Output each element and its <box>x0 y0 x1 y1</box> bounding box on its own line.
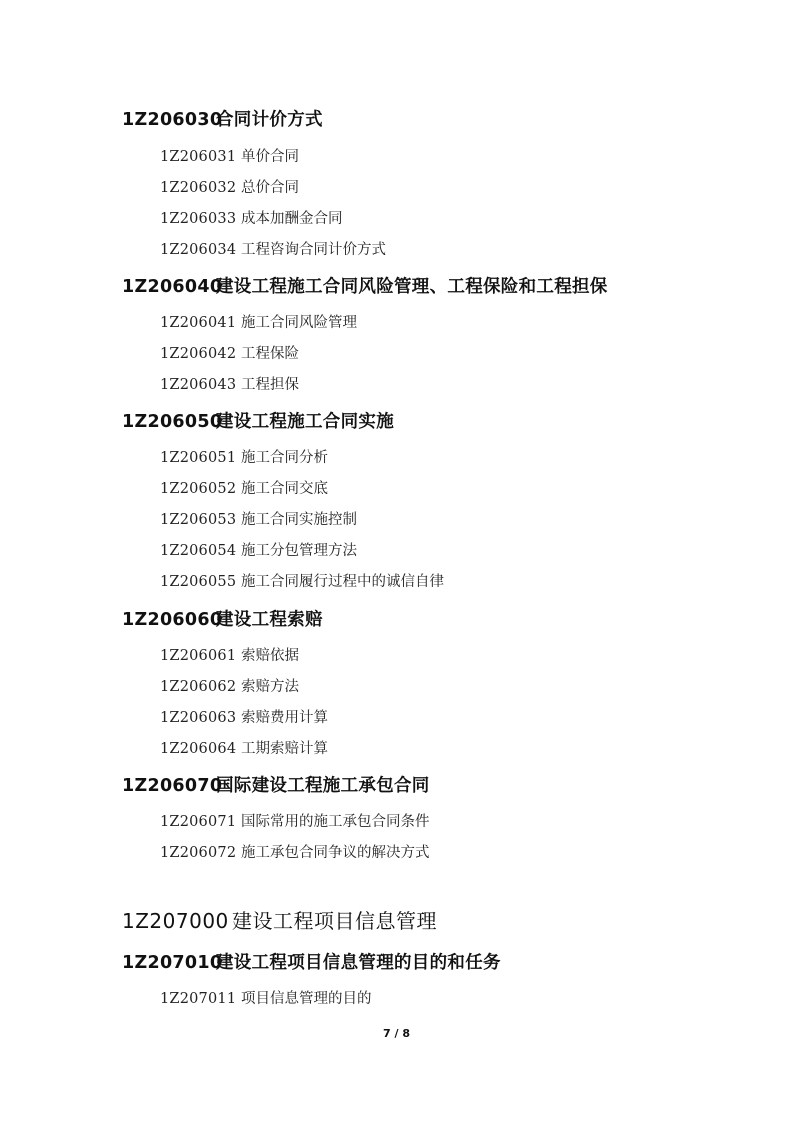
subsection-title: 施工合同分析 <box>241 450 328 466</box>
subsection-title: 施工承包合同争议的解决方式 <box>241 845 430 861</box>
subsection-title: 单价合同 <box>241 149 299 165</box>
subsection-code: 1Z206053 <box>160 512 237 528</box>
section-code: 1Z206040 <box>122 277 223 297</box>
subsection-title: 施工合同风险管理 <box>241 315 357 331</box>
subsection-item <box>160 446 328 467</box>
section-heading <box>122 772 430 797</box>
subsection-code: 1Z206062 <box>160 679 237 695</box>
subsection-item <box>160 539 357 560</box>
section-heading <box>122 273 608 298</box>
section-code: 1Z206050 <box>122 412 223 432</box>
subsection-title: 索赔方法 <box>241 679 299 695</box>
section-title: 建设工程施工合同实施 <box>216 412 394 432</box>
subsection-title: 施工合同履行过程中的诚信自律 <box>241 574 444 590</box>
subsection-item <box>160 644 299 665</box>
section-heading <box>122 106 323 131</box>
section-heading <box>122 949 501 974</box>
subsection-item <box>160 570 444 591</box>
subsection-item <box>160 207 343 228</box>
subsection-item <box>160 342 299 363</box>
subsection-code: 1Z206054 <box>160 543 237 559</box>
subsection-code: 1Z206064 <box>160 741 237 757</box>
subsection-code: 1Z206043 <box>160 377 237 393</box>
subsection-title: 工期索赔计算 <box>241 741 328 757</box>
subsection-item <box>160 810 430 831</box>
chapter-code: 1Z207000 <box>122 909 229 933</box>
section-heading <box>122 408 394 433</box>
chapter-title: 建设工程项目信息管理 <box>232 909 437 933</box>
subsection-title: 工程担保 <box>241 377 299 393</box>
subsection-title: 成本加酬金合同 <box>241 211 343 227</box>
section-heading <box>122 606 323 631</box>
subsection-code: 1Z206071 <box>160 814 237 830</box>
subsection-item <box>160 706 328 727</box>
section-title: 国际建设工程施工承包合同 <box>216 776 430 796</box>
subsection-item <box>160 675 299 696</box>
subsection-item <box>160 737 328 758</box>
subsection-code: 1Z206033 <box>160 211 237 227</box>
subsection-code: 1Z206031 <box>160 149 237 165</box>
subsection-title: 国际常用的施工承包合同条件 <box>241 814 430 830</box>
subsection-title: 施工分包管理方法 <box>241 543 357 559</box>
subsection-item <box>160 311 357 332</box>
subsection-title: 索赔依据 <box>241 648 299 664</box>
subsection-item <box>160 145 299 166</box>
subsection-item <box>160 477 328 498</box>
subsection-item <box>160 176 299 197</box>
subsection-code: 1Z206072 <box>160 845 237 861</box>
subsection-code: 1Z206041 <box>160 315 237 331</box>
subsection-item <box>160 841 430 862</box>
subsection-title: 索赔费用计算 <box>241 710 328 726</box>
subsection-code: 1Z206055 <box>160 574 237 590</box>
subsection-code: 1Z206042 <box>160 346 237 362</box>
subsection-code: 1Z207011 <box>160 991 237 1007</box>
subsection-code: 1Z206034 <box>160 242 237 258</box>
section-code: 1Z206070 <box>122 776 223 796</box>
subsection-title: 工程保险 <box>241 346 299 362</box>
subsection-title: 总价合同 <box>241 180 299 196</box>
subsection-code: 1Z206063 <box>160 710 237 726</box>
page-number: 7 / 8 <box>383 1027 410 1040</box>
section-code: 1Z207010 <box>122 953 223 973</box>
subsection-code: 1Z206051 <box>160 450 237 466</box>
subsection-title: 施工合同实施控制 <box>241 512 357 528</box>
section-code: 1Z206030 <box>122 110 223 130</box>
subsection-item <box>160 987 372 1008</box>
section-title: 建设工程项目信息管理的目的和任务 <box>216 953 501 973</box>
subsection-title: 施工合同交底 <box>241 481 328 497</box>
subsection-code: 1Z206052 <box>160 481 237 497</box>
subsection-code: 1Z206032 <box>160 180 237 196</box>
chapter-heading <box>122 905 437 934</box>
section-title: 建设工程施工合同风险管理、工程保险和工程担保 <box>216 277 608 297</box>
subsection-item <box>160 373 299 394</box>
subsection-code: 1Z206061 <box>160 648 237 664</box>
subsection-item <box>160 238 386 259</box>
section-code: 1Z206060 <box>122 610 223 630</box>
subsection-item <box>160 508 357 529</box>
subsection-title: 工程咨询合同计价方式 <box>241 242 386 258</box>
subsection-title: 项目信息管理的目的 <box>241 991 372 1007</box>
section-title: 建设工程索赔 <box>216 610 323 630</box>
section-title: 合同计价方式 <box>216 110 323 130</box>
